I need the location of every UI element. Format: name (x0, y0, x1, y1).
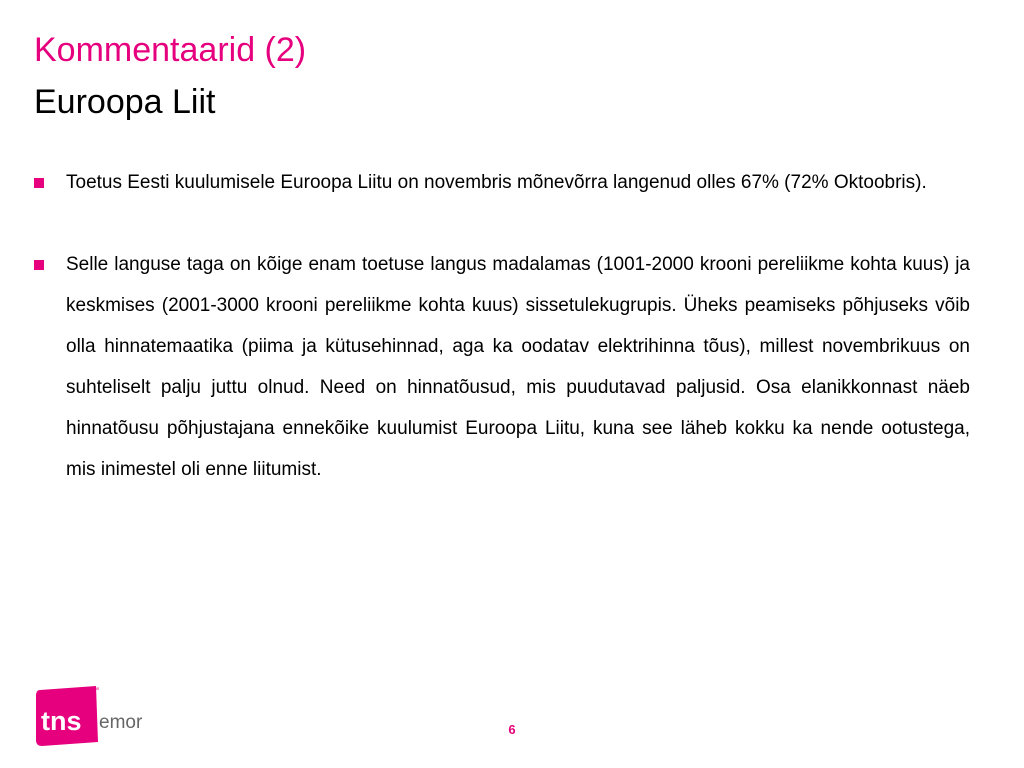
bullet-text: Selle languse taga on kõige enam toetuse langus madalamas (1001-2000 krooni pereliikme kohta kuus) ja keskmises (2001-3000 krooni pereliikme kohta kuus) sissetulekugrupis. Üheks peamiseks põhjuseks võib olla hinnatemaatika (piima ja kütusehinnad, aga ka oodatav elektrihinna tõus), millest novembrikuus on suhteliselt palju juttu olnud. Need on hinnatõusud, mis puudutavad paljusid. Osa elanikkonnast näeb hinnatõusu põhjustajana ennekõike kuulumist Euroopa Liitu, kuna see läheb kokku ka nende ootustega, mis inimestel oli enne liitumist. (66, 254, 970, 480)
bullet-item (34, 162, 970, 203)
square-bullet-icon (34, 260, 44, 270)
page-number: 6 (508, 722, 516, 737)
logo-brand-mark: tns (41, 706, 82, 736)
square-bullet-icon (34, 178, 44, 188)
logo-brand-text: emor (99, 712, 143, 733)
bullet-list (34, 162, 970, 531)
bullet-item (34, 244, 970, 490)
bullet-text: Toetus Eesti kuulumisele Euroopa Liitu on novembris mõnevõrra langenud olles 67% (72% Oktoobris). (66, 172, 927, 193)
logo-trademark: ™ (92, 687, 99, 694)
slide-subtitle: Euroopa Liit (34, 83, 216, 121)
slide-title: Kommentaarid (2) (34, 31, 307, 69)
tns-emor-logo (34, 684, 144, 748)
